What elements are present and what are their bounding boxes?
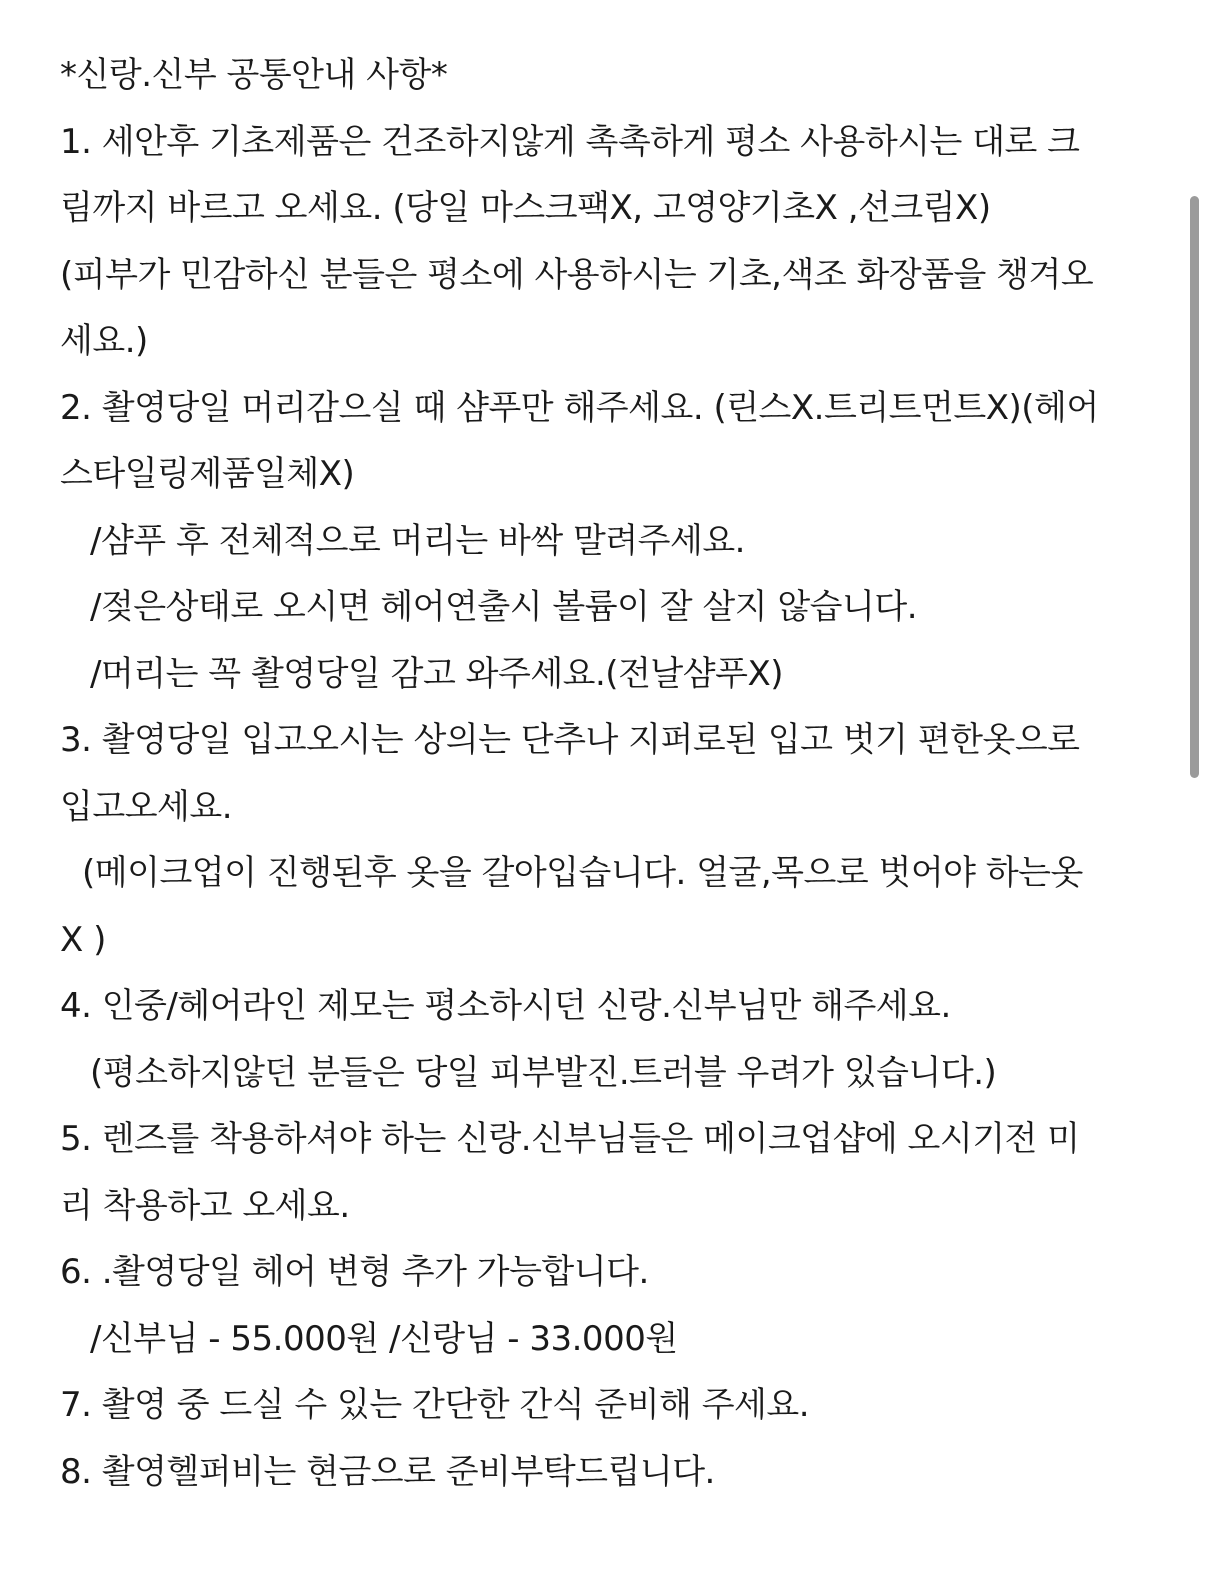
item-1-line-4: 세요.) [60,321,148,361]
item-8-line-1: 8. 촬영헬퍼비는 현금으로 준비부탁드립니다. [60,1451,715,1492]
item-3-note-2: X ) [60,919,106,960]
item-2-sub-3: /머리는 꼭 촬영당일 감고 와주세요.(전날샴푸X) [90,653,784,694]
item-3-note-1: (메이크업이 진행된후 옷을 갈아입습니다. 얼굴,목으로 벗어야 하는옷 [82,853,1083,893]
item-5-line-2: 리 착용하고 오세요. [60,1185,350,1226]
item-4-line-1: 4. 인중/헤어라인 제모는 평소하시던 신랑.신부님만 해주세요. [60,986,951,1026]
scrollbar-thumb[interactable] [1190,196,1199,778]
item-2-sub-1: /샴푸 후 전체적으로 머리는 바싹 말려주세요. [90,520,745,561]
scrollbar[interactable] [1186,0,1206,1585]
item-1-line-1: 1. 세안후 기초제품은 건조하지않게 촉촉하게 평소 사용하시는 대로 크 [60,121,1080,162]
notice-title: *신랑.신부 공통안내 사항* [60,55,448,95]
item-3-line-2: 입고오세요. [60,786,233,827]
item-7-line-1: 7. 촬영 중 드실 수 있는 간단한 간식 준비해 주세요. [60,1385,810,1425]
item-1-line-2: 림까지 바르고 오세요. (당일 마스크팩X, 고영양기초X ,선크림X) [60,188,991,228]
item-4-note: (평소하지않던 분들은 당일 피부발진.트러블 우려가 있습니다.) [90,1052,997,1093]
notice-text [60,42,1160,1505]
item-2-line-2: 스타일링제품일체X) [60,454,355,494]
item-5-line-1: 5. 렌즈를 착용하셔야 하는 신랑.신부님들은 메이크업샵에 오시기전 미 [60,1119,1080,1159]
item-3-line-1: 3. 촬영당일 입고오시는 상의는 단추나 지퍼로된 입고 벗기 편한옷으로 [60,720,1080,760]
item-6-line-1: 6. .촬영당일 헤어 변형 추가 가능합니다. [60,1252,649,1292]
item-2-line-1: 2. 촬영당일 머리감으실 때 샴푸만 해주세요. (린스X.트리트먼트X)(헤어 [60,387,1099,428]
item-1-line-3: (피부가 민감하신 분들은 평소에 사용하시는 기초,색조 화장품을 챙겨오 [60,254,1094,295]
item-2-sub-2: /젖은상태로 오시면 헤어연출시 볼륨이 잘 살지 않습니다. [90,587,918,627]
item-6-prices: /신부님 - 55.000원 /신랑님 - 33.000원 [90,1318,678,1359]
